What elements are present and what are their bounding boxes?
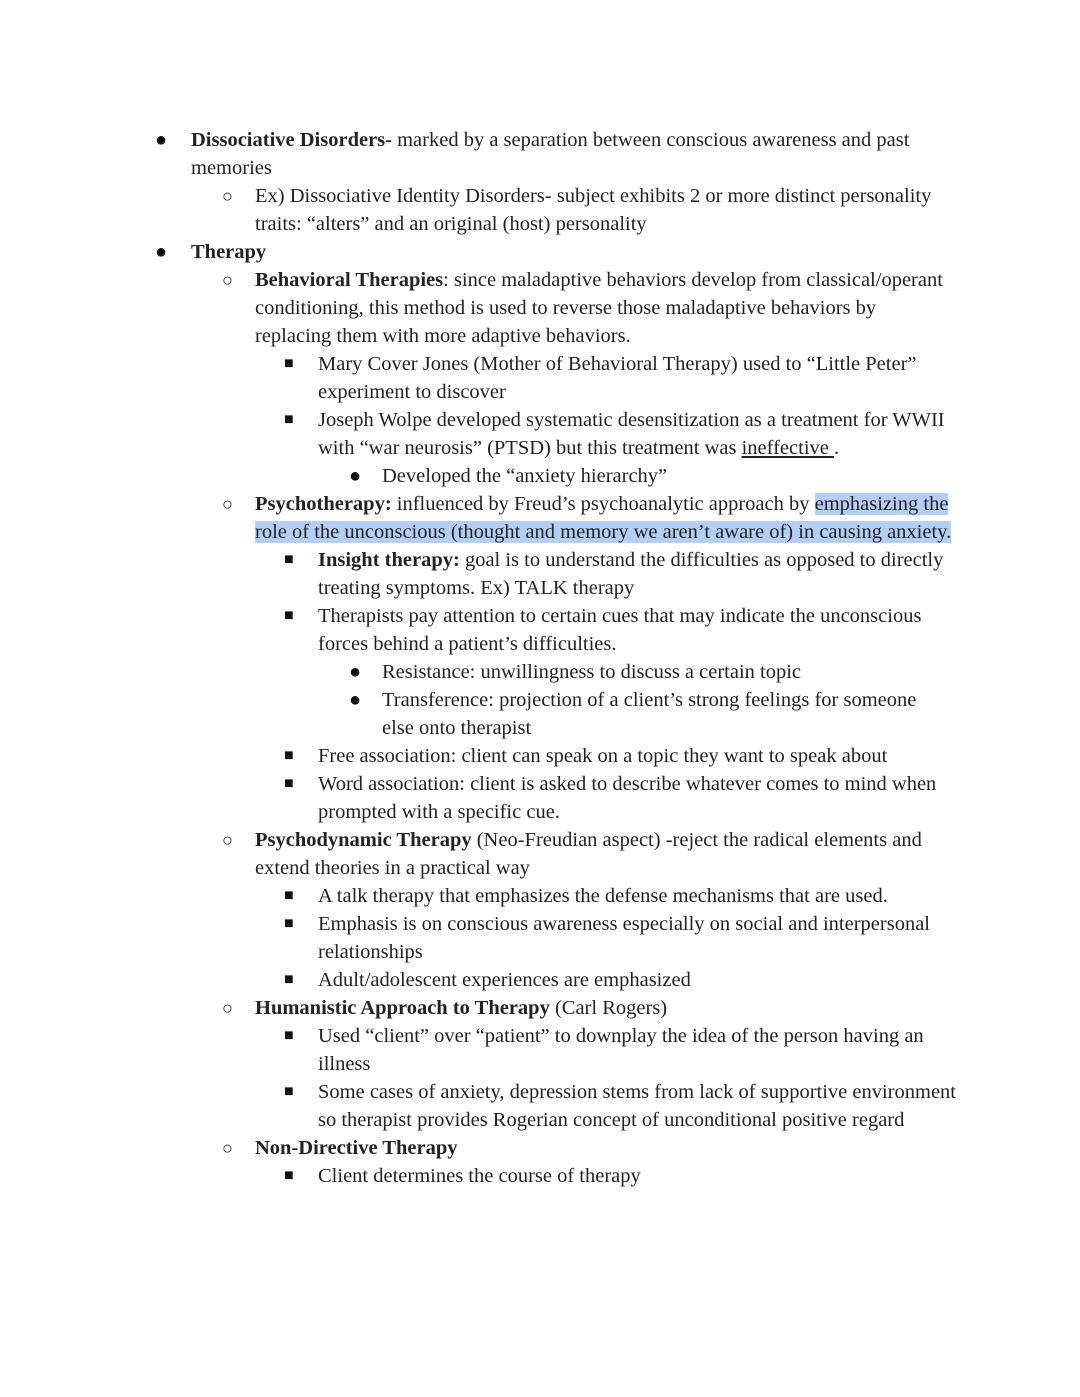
square-bullet: ■ [284,551,294,568]
square-bullet: ■ [284,887,294,904]
text-dissociative: marked by a separation between conscious awareness and past memories [191,129,910,179]
term-psychodynamic: Psychodynamic Therapy [255,829,472,851]
list-item-resistance [0,658,952,686]
list-item-jones [0,350,956,406]
text-transference: Transference: projection of a client’s strong feelings for someone else onto therapist [382,689,917,739]
list-item-adult [0,966,956,994]
list-item-therapy [0,238,951,266]
list-item-cues [0,602,956,658]
square-bullet: ■ [284,1083,294,1100]
list-item-client-term [0,1022,956,1078]
circle-bullet: ○ [222,270,233,290]
list-item-dissociative-example [0,182,955,238]
list-item-transference [0,686,952,742]
text-talk: A talk therapy that emphasizes the defense mechanisms that are used. [318,885,888,907]
list-item-psychotherapy [0,490,955,546]
list-item-client-determines [0,1162,956,1190]
disc-bullet: ● [349,661,362,683]
square-bullet: ■ [284,1167,294,1184]
list-item-behavioral [0,266,955,350]
text-wolpe: Joseph Wolpe developed systematic desensitization as a treatment for WWII with “war neurosis” (PTSD) but this treatment was [318,409,945,459]
list-item-humanistic [0,994,955,1022]
list-item-talk [0,882,956,910]
list-item-word-association [0,770,956,826]
list-item-psychodynamic [0,826,955,882]
square-bullet: ■ [284,775,294,792]
list-item-emphasis [0,910,956,966]
text-hierarchy: Developed the “anxiety hierarchy” [382,465,668,487]
term-dissociative: Dissociative Disorders- [191,129,392,151]
text-jones: Mary Cover Jones (Mother of Behavioral Therapy) used to “Little Peter” experiment to discover [318,353,917,403]
underlined-ineffective: ineffective [741,437,834,459]
text-adult: Adult/adolescent experiences are emphasized [318,969,691,991]
text-cues: Therapists pay attention to certain cues that may indicate the unconscious forces behind a patient’s difficulties. [318,605,922,655]
text-free-association: Free association: client can speak on a topic they want to speak about [318,745,888,767]
text-humanistic: (Carl Rogers) [549,997,668,1019]
circle-bullet: ○ [222,186,233,206]
list-item-free-association [0,742,956,770]
square-bullet: ■ [284,971,294,988]
term-humanistic: Humanistic Approach to Therapy [255,997,550,1019]
text-resistance: Resistance: unwillingness to discuss a certain topic [382,661,802,683]
heading-therapy: Therapy [191,241,267,263]
term-nondirective: Non-Directive Therapy [255,1137,458,1159]
circle-bullet: ○ [222,494,233,514]
circle-bullet: ○ [222,1138,233,1158]
disc-bullet: ● [155,129,168,151]
circle-bullet: ○ [222,998,233,1018]
document-page [0,126,1080,1190]
term-insight: Insight therapy: [318,549,460,571]
term-behavioral: Behavioral Therapies [255,269,444,291]
text-cases: Some cases of anxiety, depression stems from lack of supportive environment so therapist provides Rogerian concept of unconditional positive regard [318,1081,957,1131]
list-item-nondirective [0,1134,955,1162]
list-item-insight [0,546,956,602]
square-bullet: ■ [284,607,294,624]
square-bullet: ■ [284,747,294,764]
square-bullet: ■ [284,355,294,372]
text-dissociative-example: Ex) Dissociative Identity Disorders- subject exhibits 2 or more distinct personality traits: “alters” and an original (host) personality [255,185,932,235]
square-bullet: ■ [284,411,294,428]
text-psychodynamic: (Neo-Freudian aspect) -reject the radical elements and extend theories in a practical way [255,829,922,879]
highlighted-text: emphasizing the role of the unconscious (thought and memory we aren’t aware of) in causing anxiety. [255,493,952,543]
square-bullet: ■ [284,915,294,932]
text-emphasis: Emphasis is on conscious awareness especially on social and interpersonal relationships [318,913,930,963]
term-psychotherapy: Psychotherapy: [255,493,392,515]
square-bullet: ■ [284,1027,294,1044]
text-client-determines: Client determines the course of therapy [318,1165,641,1187]
disc-bullet: ● [155,241,168,263]
list-item-wolpe [0,406,956,462]
list-item-cases [0,1078,956,1134]
text-behavioral: : since maladaptive behaviors develop from classical/operant conditioning, this method is used to reverse those maladaptive behaviors by replacing them with more adaptive behaviors. [255,269,943,347]
list-item-dissociative [0,126,951,182]
text-insight: goal is to understand the difficulties as opposed to directly treating symptoms. Ex) TALK therapy [318,549,944,599]
text-word-association: Word association: client is asked to describe whatever comes to mind when prompted with a specific cue. [318,773,937,823]
disc-bullet: ● [349,689,362,711]
circle-bullet: ○ [222,830,233,850]
text-wolpe-end: . [833,437,840,459]
text-psychotherapy: influenced by Freud’s psychoanalytic approach by [391,493,815,515]
disc-bullet: ● [349,465,362,487]
text-client-term: Used “client” over “patient” to downplay the idea of the person having an illness [318,1025,924,1075]
list-item-hierarchy [0,462,952,490]
